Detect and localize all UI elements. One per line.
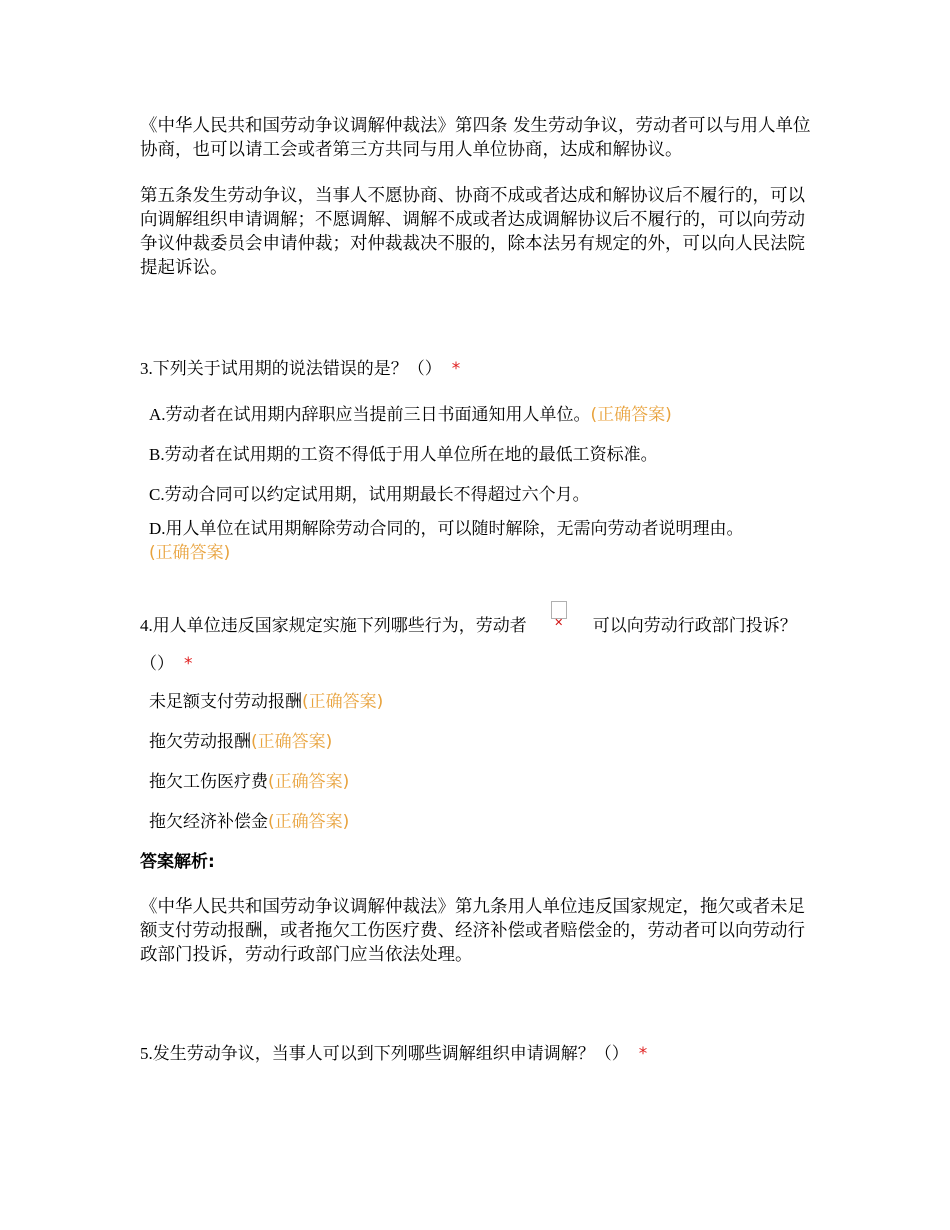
question-number: 5. (140, 1044, 153, 1063)
broken-image-icon: ✕ (551, 601, 567, 619)
required-asterisk: * (451, 359, 461, 379)
option-letter: B. (149, 445, 165, 464)
option-a (149, 403, 819, 427)
correct-answer-tag: (正确答案) (268, 812, 350, 832)
required-asterisk: * (184, 654, 193, 674)
option-c (149, 483, 819, 507)
option-d (149, 517, 819, 565)
intro-paragraph-2: 第五条发生劳动争议，当事人不愿协商、协商不成或者达成和解协议后不履行的，可以向调解组织申请调解；不愿调解、调解不成或者达成调解协议后不履行的，可以向劳动争议仲裁委员会申请仲裁；对仲裁裁决不服的，除本法另有规定的外，可以向人民法院提起诉讼。 (140, 186, 805, 278)
option-letter: A. (149, 405, 166, 424)
analysis-text: 《中华人民共和国劳动争议调解仲裁法》第九条用人单位违反国家规定，拖欠或者未足额支付劳动报酬，或者拖欠工伤医疗费、经济补偿或者赔偿金的，劳动者可以向劳动行政部门投诉，劳动行政部门应当依法处理。 (140, 897, 805, 965)
question-text-part-1: 用人单位违反国家规定实施下列哪些行为，劳动者 (152, 616, 527, 636)
option-text: 拖欠经济补偿金 (149, 812, 268, 832)
question-text-part-2: 可以向劳动行政部门投诉？（） (140, 616, 797, 674)
option-text: 拖欠工伤医疗费 (149, 772, 268, 792)
correct-answer-tag: (正确答案) (268, 772, 350, 792)
analysis-label: 答案解析: (140, 852, 215, 872)
option-letter: D. (149, 519, 166, 538)
option-text: 拖欠劳动报酬 (149, 732, 251, 752)
option-2 (149, 730, 819, 754)
option-3 (149, 770, 819, 794)
option-text: 劳动合同可以约定试用期，试用期最长不得超过六个月。 (164, 485, 590, 505)
correct-answer-tag: (正确答案) (590, 405, 672, 425)
question-4-title (140, 607, 820, 683)
question-text: 下列关于试用期的说法错误的是？（） (152, 359, 442, 379)
correct-answer-tag: (正确答案) (251, 732, 333, 752)
correct-answer-tag: (正确答案) (302, 692, 384, 712)
question-3-title (140, 357, 820, 381)
option-4 (149, 810, 819, 834)
question-text: 发生劳动争议，当事人可以到下列哪些调解组织申请调解？（） (152, 1044, 629, 1064)
option-text: 用人单位在试用期解除劳动合同的，可以随时解除，无需向劳动者说明理由。 (165, 519, 744, 539)
option-text: 劳动者在试用期的工资不得低于用人单位所在地的最低工资标准。 (164, 445, 658, 465)
intro-paragraph-1: 《中华人民共和国劳动争议调解仲裁法》第四条 发生劳动争议，劳动者可以与用人单位协商，也可以请工会或者第三方共同与用人单位协商，达成和解协议。 (140, 116, 811, 160)
question-number: 3. (140, 359, 153, 378)
option-text: 劳动者在试用期内辞职应当提前三日书面通知用人单位。 (165, 405, 591, 425)
question-5-title (140, 1042, 820, 1066)
option-b (149, 443, 819, 467)
option-text: 未足额支付劳动报酬 (149, 692, 302, 712)
option-letter: C. (149, 485, 165, 504)
correct-answer-tag: (正确答案) (149, 543, 231, 563)
question-number: 4. (140, 616, 153, 635)
required-asterisk: * (638, 1044, 648, 1064)
option-1 (149, 690, 819, 714)
